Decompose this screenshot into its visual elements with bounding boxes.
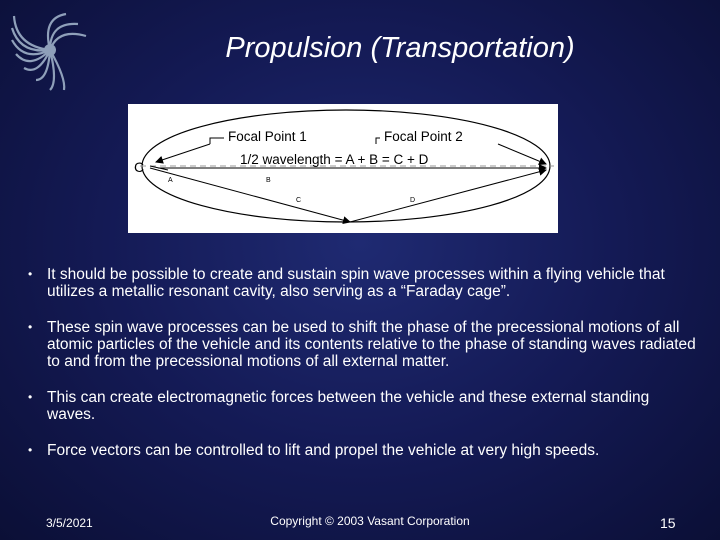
focal-arrow-1 (156, 144, 210, 162)
list-item (28, 389, 698, 423)
focal-point-1-label: Focal Point 1 (228, 129, 307, 144)
bullet-icon: • (28, 390, 33, 404)
wavelength-equation: 1/2 wavelength = A + B = C + D (240, 152, 429, 167)
list-item (28, 266, 698, 300)
page-number: 15 (660, 515, 676, 531)
list-item (28, 442, 698, 459)
bullet-text: It should be possible to create and sustain spin wave processes within a flying vehicle that utilizes a metallic resonant cavity, also serving as a “Faraday cage”. (47, 266, 665, 300)
label-a: A (168, 177, 173, 184)
slide-title: Propulsion (Transportation) (225, 32, 575, 64)
path-c (150, 168, 350, 222)
bullet-list (28, 266, 698, 478)
label-c: C (296, 197, 302, 204)
label-d: D (410, 197, 416, 204)
bullet-icon: • (28, 320, 33, 334)
focal-leader-2 (376, 138, 380, 144)
footer-copyright: Copyright © 2003 Vasant Corporation (270, 514, 470, 528)
focal-point-2-label: Focal Point 2 (384, 129, 463, 144)
bullet-icon: • (28, 443, 33, 457)
bullet-icon: • (28, 267, 33, 281)
list-item (28, 319, 698, 370)
label-b: B (266, 177, 271, 184)
focal-leader-1 (210, 138, 224, 144)
bullet-text: These spin wave processes can be used to shift the phase of the precessional motions of all atomic particles of the vehicle and its contents relative to the phase of standing waves radiated to and from the precessional motions of all external matter. (47, 319, 696, 370)
bullet-text: This can create electromagnetic forces between the vehicle and these external standing waves. (47, 389, 650, 423)
ellipse-diagram (128, 104, 558, 233)
footer-date: 3/5/2021 (46, 516, 93, 530)
bullet-text: Force vectors can be controlled to lift and propel the vehicle at very high speeds. (47, 442, 600, 459)
centerline-mark: C (134, 159, 145, 175)
